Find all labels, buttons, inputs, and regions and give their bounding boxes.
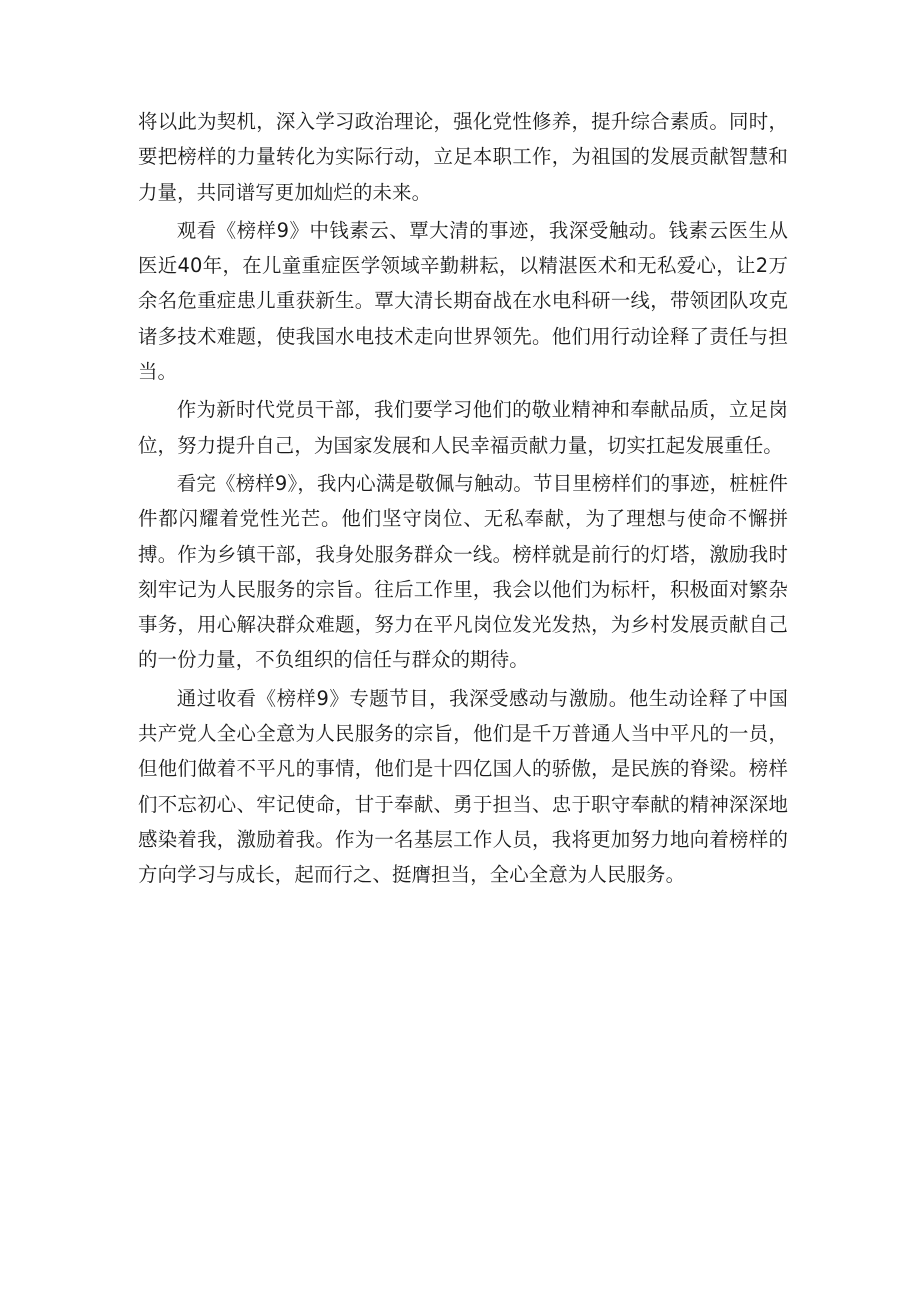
paragraph-3: 作为新时代党员干部，我们要学习他们的敬业精神和奉献品质，立足岗位，努力提升自己，为国家发展和人民幸福贡献力量，切实扛起发展重任。 <box>138 398 788 457</box>
paragraph-5: 通过收看《榜样9》专题节目，我深受感动与激励。他生动诠释了中国共产党人全心全意为人民服务的宗旨，他们是千万普通人当中平凡的一员，但他们做着不平凡的事情，他们是十四亿国人的骄傲，是民族的脊梁。榜样们不忘初心、牢记使命，甘于奉献、勇于担当、忠于职守奉献的精神深深地感染着我，激励着我。作为一名基层工作人员，我将更加努力地向着榜样的方向学习与成长，起而行之、挺膺担当，全心全意为人民服务。 <box>138 686 788 887</box>
document-body <box>138 104 788 896</box>
paragraph-1: 将以此为契机，深入学习政治理论，强化党性修养，提升综合素质。同时，要把榜样的力量转化为实际行动，立足本职工作，为祖国的发展贡献智慧和力量，共同谱写更加灿烂的未来。 <box>138 110 788 204</box>
paragraph-2: 观看《榜样9》中钱素云、覃大清的事迹，我深受触动。钱素云医生从医近40年，在儿童重症医学领域辛勤耕耘，以精湛医术和无私爱心，让2万余名危重症患儿重获新生。覃大清长期奋战在水电科研一线，带领团队攻克诸多技术难题，使我国水电技术走向世界领先。他们用行动诠释了责任与担当。 <box>138 218 788 384</box>
paragraph-4: 看完《榜样9》，我内心满是敬佩与触动。节目里榜样们的事迹，桩桩件件都闪耀着党性光芒。他们坚守岗位、无私奉献，为了理想与使命不懈拼搏。作为乡镇干部，我身处服务群众一线。榜样就是前行的灯塔，激励我时刻牢记为人民服务的宗旨。往后工作里，我会以他们为标杆，积极面对繁杂事务，用心解决群众难题，努力在平凡岗位发光发热，为乡村发展贡献自己的一份力量，不负组织的信任与群众的期待。 <box>138 471 788 672</box>
